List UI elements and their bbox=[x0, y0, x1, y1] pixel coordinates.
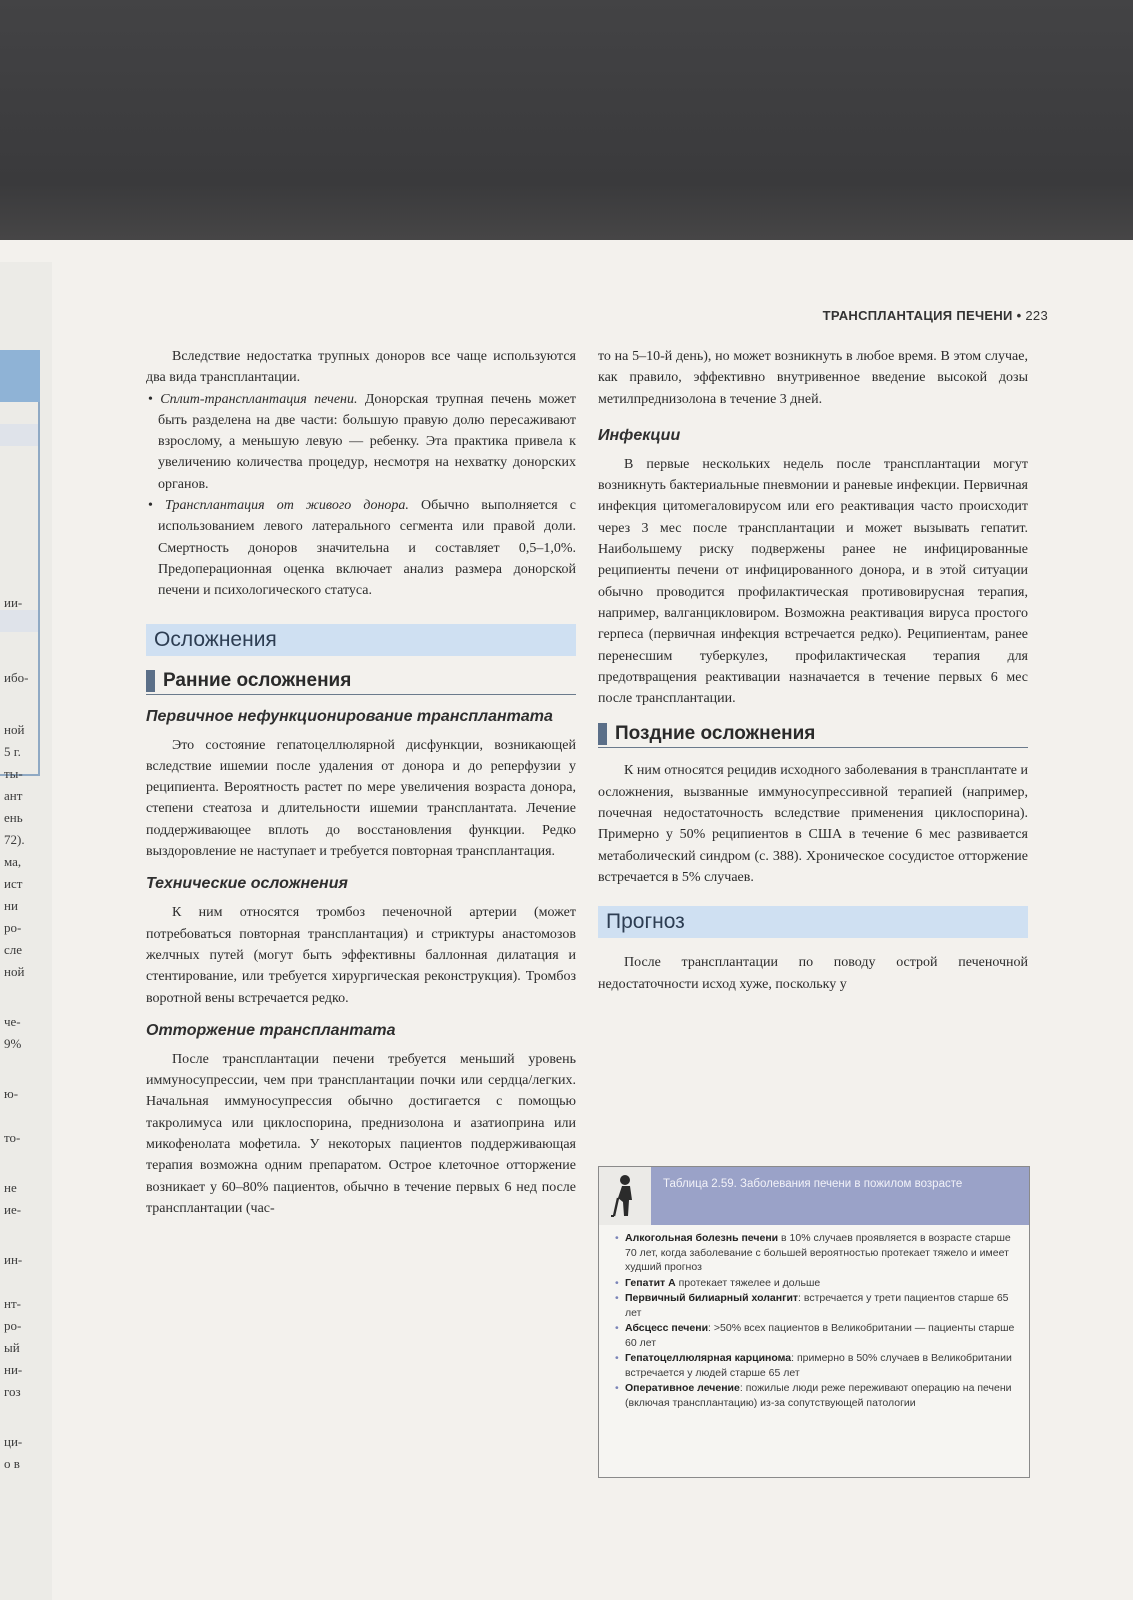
previous-page-fragment: ибо- bbox=[4, 670, 29, 685]
heading-technical: Технические осложнения bbox=[146, 875, 348, 893]
heading-primary-nonfunction: Первичное нефункционирование трансплантата bbox=[146, 707, 553, 725]
previous-page-fragment: ни bbox=[4, 898, 18, 913]
table-box-item bbox=[615, 1291, 1019, 1320]
subsection-late bbox=[598, 723, 1028, 748]
previous-page-blue-block bbox=[0, 350, 40, 402]
table-box-list bbox=[599, 1231, 1029, 1410]
paragraph-rejection: После трансплантации печени требуется меньший уровень иммуносупрессии, чем при трансплантации почки или сердца/легких. Начальная иммуносупрессия обычно достигается с помощью такролимуса или циклоспорина, преднизолона и азатиоприна или микофенолата мофетила. У некоторых пациентов поддерживающая терапия возможна одним препаратом. Острое клеточное отторжение возникает у 60–80% пациентов, обычно в течение первых 6 нед после трансплантации (час- bbox=[146, 1051, 576, 1216]
heading-marker bbox=[598, 723, 607, 745]
table-box-title: Таблица 2.59. Заболевания печени в пожилом возрасте bbox=[651, 1167, 1029, 1225]
paragraph-technical: К ним относятся тромбоз печеночной артерии (может потребоваться повторная трансплантация) и стриктуры анастомозов желчных путей (могут быть эффективны баллонная дилатация и стентирование, или требуется хирургическая реконструкция). Тромбоз воротной вены встречается редко. bbox=[146, 905, 576, 1006]
previous-page-fragment: о в bbox=[4, 1456, 20, 1471]
previous-page-fragment: ты- bbox=[4, 766, 23, 781]
elderly-person-icon bbox=[599, 1167, 651, 1225]
previous-page-fragment: ци- bbox=[4, 1434, 23, 1449]
paragraph-infections: В первые нескольких недель после трансплантации могут возникнуть бактериальные пневмонии и раневые инфекции. Первичная инфекция цитомегаловирусом или его реактивация часто происходит через 3 мес после трансплантации и может вызывать гепатит. Наибольшему риску подвержены ранее не инфицированные реципиенты печени от инфицированного донора, и в этой ситуации обычно проводится профилактическая противовирусная терапия, например, валганцикловиром. Возможна реактивация вируса простого герпеса (первичная инфекция встречается редко). Реципиентам, ранее перенесшим туберкулез, профилактическая терапия для предотвращения реактивации назначается в течение первых 6 мес после трансплантации. bbox=[598, 456, 1028, 707]
subsection-early bbox=[146, 670, 576, 695]
previous-page-fragment: ист bbox=[4, 876, 23, 891]
previous-page-fragment: то- bbox=[4, 1130, 21, 1145]
previous-page-fragment: ый bbox=[4, 1340, 20, 1355]
bullet-text: Обычно выполняется с использованием левого латерального сегмента или правой доли. Смертность доноров значительна и составляет 0,5–1,0%. Предоперационная оценка включает анализ размера донорской печени и психологического статуса. bbox=[158, 498, 576, 599]
table-box-item-text: протекает тяжелее и дольше bbox=[675, 1276, 821, 1289]
paragraph-prognosis: После трансплантации по поводу острой печеночной недостаточности исход хуже, поскольку у bbox=[598, 955, 1028, 992]
previous-page-fragment: 72). bbox=[4, 832, 25, 847]
previous-page-fragment: ной bbox=[4, 722, 25, 737]
bullet-text: Донорская трупная печень может быть разделена на две части: большую правую долю пересаживают взрослому, а меньшую левую — ребенку. Эта практика привела к увеличению количества процедур, несмотря на нехватку донорских органов. bbox=[158, 391, 576, 492]
table-box-item-term: Оперативное лечение bbox=[625, 1382, 740, 1394]
table-box-header bbox=[599, 1167, 1029, 1225]
running-title: ТРАНСПЛАНТАЦИЯ ПЕЧЕНИ bbox=[822, 308, 1013, 323]
bullet-living-donor: • Трансплантация от живого донора. Обычно выполняется с использованием левого латерального сегмента или правой доли. Смертность доноров значительна и составляет 0,5–1,0%. Предоперационная оценка включает анализ размера донорской печени и психологического статуса. bbox=[148, 498, 576, 599]
previous-page-fragment: ро- bbox=[4, 920, 22, 935]
heading-rejection: Отторжение трансплантата bbox=[146, 1021, 396, 1039]
heading-marker bbox=[146, 670, 155, 692]
paragraph-continuation: то на 5–10-й день), но может возникнуть в любое время. В этом случае, как правило, эффективно внутривенное введение высокой дозы метилпреднизолона в течение 3 дней. bbox=[598, 349, 1028, 407]
previous-page-fragment: ю- bbox=[4, 1086, 19, 1101]
table-box-item bbox=[615, 1321, 1019, 1350]
previous-page-fragment: ро- bbox=[4, 1318, 22, 1333]
previous-page-box-bar bbox=[0, 610, 38, 632]
previous-page-fragment: че- bbox=[4, 1014, 21, 1029]
previous-page-fragment: ин- bbox=[4, 1252, 23, 1267]
table-box-item-term: Абсцесс печени bbox=[625, 1322, 709, 1334]
intro-paragraph: Вследствие недостатка трупных доноров все чаще используются два вида трансплантации. bbox=[146, 349, 576, 386]
table-box-item bbox=[615, 1276, 1019, 1291]
table-box-item bbox=[615, 1231, 1019, 1275]
previous-page-fragment: сле bbox=[4, 942, 23, 957]
section-heading-prognosis: Прогноз bbox=[598, 906, 1028, 938]
table-box-item-text: : >50% всех пациентов в Великобритании — пациенты старше 60 лет bbox=[625, 1322, 1015, 1349]
table-box-item-text: : встречается у трети пациентов старше 65 лет bbox=[625, 1292, 1009, 1319]
heading-infections: Инфекции bbox=[598, 426, 681, 444]
bullet-split-transplant: • Сплит-трансплантация печени. Донорская трупная печень может быть разделена на две части: большую правую долю пересаживают взрослому, а меньшую левую — ребенку. Эта практика привела к увеличению количества процедур, несмотря на нехватку донорских органов. bbox=[148, 391, 576, 492]
table-box-item-term: Гепатоцеллюлярная карцинома bbox=[625, 1352, 792, 1364]
bullet-term: Трансплантация от живого донора. bbox=[165, 498, 409, 514]
previous-page-box-bar bbox=[0, 424, 38, 446]
table-box-item-text: : примерно в 50% случаев в Великобритании встречается у людей старше 65 лет bbox=[625, 1352, 1012, 1379]
previous-page-fragment: ие- bbox=[4, 1202, 22, 1217]
left-column bbox=[146, 346, 576, 1219]
table-box-elderly bbox=[598, 1166, 1030, 1478]
table-box-item-term: Первичный билиарный холангит bbox=[625, 1292, 799, 1304]
previous-page-fragment: 9% bbox=[4, 1036, 22, 1051]
right-column bbox=[598, 346, 1028, 995]
paragraph-late: К ним относятся рецидив исходного заболевания в трансплантате и осложнения, вызванные иммуносупрессивной терапией (например, почечная недостаточность вследствие применения циклоспорина). Примерно у 50% реципиентов в США в течение 6 мес развивается метаболический синдром (с. 388). Хроническое сосудистое отторжение встречается в 5% случаев. bbox=[598, 763, 1028, 885]
table-box-item-text: в 10% случаев проявляется в возрасте старше 70 лет, когда заболевание с большей вероятностью протекает тяжело и имеет худший прогноз bbox=[625, 1232, 1011, 1273]
table-box-item-text: : пожилые люди реже переживают операцию на печени (включая трансплантацию) из-за сопутствующей патологии bbox=[625, 1382, 1012, 1409]
previous-page-fragment: ень bbox=[4, 810, 23, 825]
table-box-item bbox=[615, 1351, 1019, 1380]
running-header bbox=[823, 308, 1048, 323]
table-box-item bbox=[615, 1381, 1019, 1410]
previous-page-fragment: нт- bbox=[4, 1296, 21, 1311]
scan-dark-band bbox=[0, 0, 1133, 262]
previous-page-fragment: ной bbox=[4, 964, 25, 979]
subsection-title: Поздние осложнения bbox=[615, 723, 816, 745]
previous-page-fragment: ни- bbox=[4, 1362, 23, 1377]
previous-page-box-frame bbox=[0, 402, 40, 776]
previous-page-fragment: ма, bbox=[4, 854, 22, 869]
section-heading-complications: Осложнения bbox=[146, 624, 576, 656]
previous-page-fragment: не bbox=[4, 1180, 17, 1195]
subsection-title: Ранние осложнения bbox=[163, 669, 352, 691]
previous-page-fragment: 5 г. bbox=[4, 744, 21, 759]
bullet-term: Сплит-трансплантация печени. bbox=[160, 391, 358, 407]
previous-page-fragment: ии- bbox=[4, 595, 23, 610]
page-number: 223 bbox=[1025, 308, 1048, 323]
table-box-item-term: Гепатит А bbox=[625, 1276, 676, 1289]
paragraph-primary-nonfunction: Это состояние гепатоцеллюлярной дисфункции, возникающей вследствие ишемии после удаления от донора и до реперфузии у реципиента. Вероятность растет по мере увеличения возраста донора, степени стеатоза и длительности ишемии трансплантата. Лечение поддерживающее вплоть до восстановления функции. Редко выздоровление не наступает и требуется повторная трансплантация. bbox=[146, 737, 576, 860]
header-separator: • bbox=[1016, 308, 1022, 323]
table-box-item-term: Алкогольная болезнь печени bbox=[625, 1232, 779, 1244]
previous-page-fragment: гоз bbox=[4, 1384, 21, 1399]
previous-page-fragment: ант bbox=[4, 788, 23, 803]
